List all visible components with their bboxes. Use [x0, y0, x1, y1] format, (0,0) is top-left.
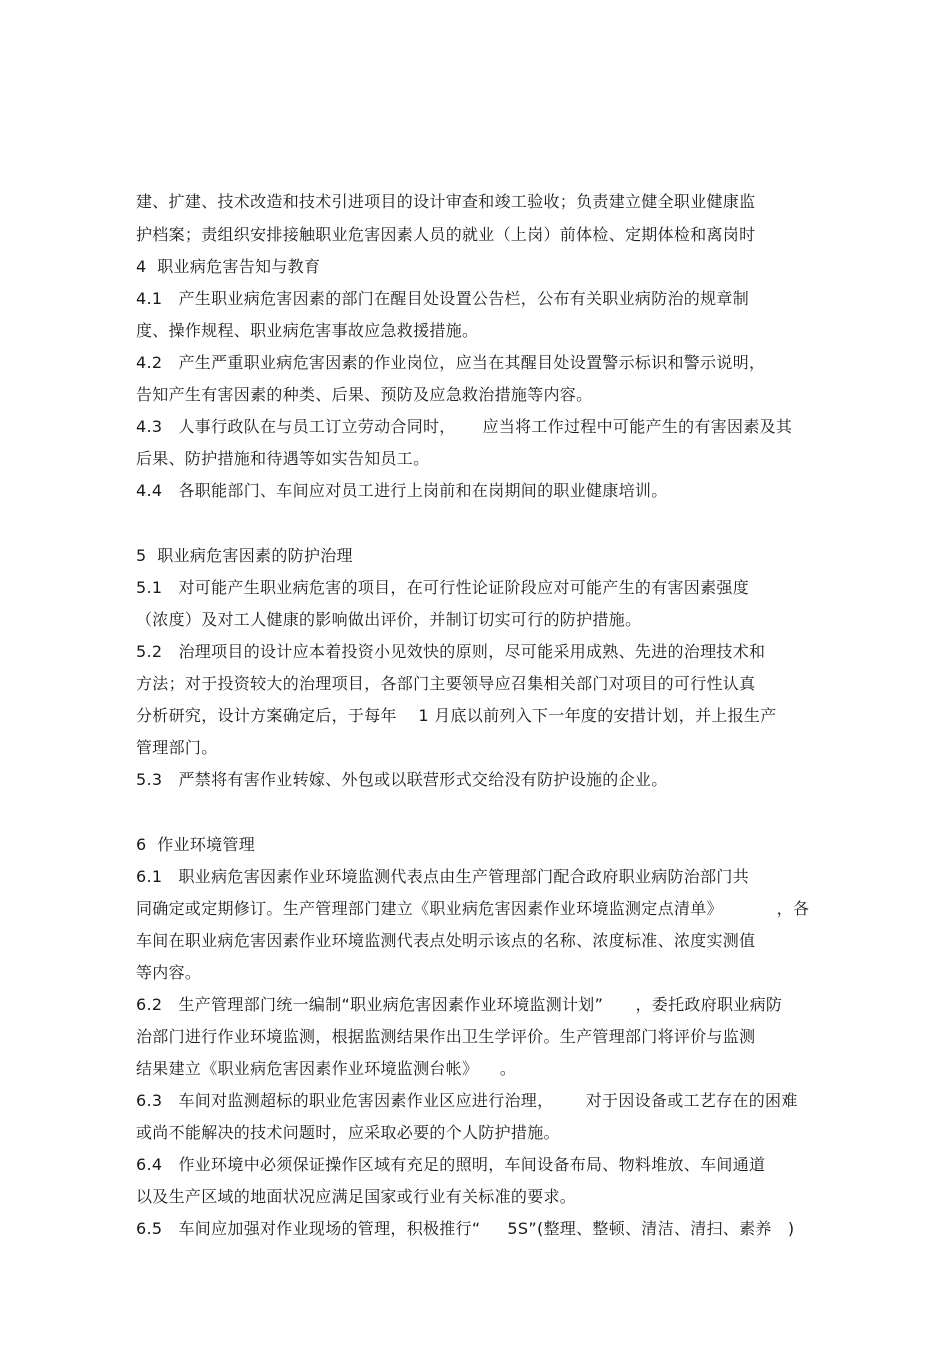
text-line: 方法；对于投资较大的治理项目，各部门主要领导应召集相关部门对项目的可行性认真: [136, 674, 756, 693]
text-line: 治部门进行作业环境监测，根据监测结果作出卫生学评价。生产管理部门将评价与监测: [136, 1027, 756, 1046]
text-line: 管理部门。: [136, 738, 218, 757]
text-line: 建、扩建、技术改造和技术引进项目的设计审查和竣工验收；负责建立健全职业健康监: [136, 192, 756, 211]
text-line: 后果、防护措施和待遇等如实告知员工。: [136, 449, 430, 468]
text-line: 度、操作规程、职业病危害事故应急救援措施。: [136, 321, 479, 340]
text-line: 车间在职业病危害因素作业环境监测代表点处明示该点的名称、浓度标准、浓度实测值: [136, 931, 756, 950]
text-line: 分析研究，设计方案确定后，于每年 1 月底以前列入下一年度的安措计划，并上报生产: [136, 706, 777, 725]
section-heading-5: 5 职业病危害因素的防护治理: [136, 546, 353, 565]
clause-4-2: 4.2 产生严重职业病危害因素的作业岗位，应当在其醒目处设置警示标识和警示说明，: [136, 353, 766, 372]
text-line: 护档案；责组织安排接触职业危害因素人员的就业（上岗）前体检、定期体检和离岗时: [136, 225, 756, 244]
clause-4-1: 4.1 产生职业病危害因素的部门在醒目处设置公告栏，公布有关职业病防治的规章制: [136, 289, 750, 308]
text-line: 以及生产区域的地面状况应满足国家或行业有关标准的要求。: [136, 1187, 577, 1206]
clause-6-1: 6.1 职业病危害因素作业环境监测代表点由生产管理部门配合政府职业病防治部门共: [136, 867, 750, 886]
text-line: 同确定或定期修订。生产管理部门建立《职业病危害因素作业环境监测定点清单》 ，各: [136, 899, 810, 918]
clause-6-3: 6.3 车间对监测超标的职业危害因素作业区应进行治理， 对于因设备或工艺存在的困难: [136, 1091, 798, 1110]
clause-6-5: 6.5 车间应加强对作业现场的管理，积极推行“ 5S”(整理、整顿、清洁、清扫、素养 ): [136, 1219, 795, 1238]
section-heading-6: 6 作业环境管理: [136, 835, 256, 854]
text-line: 结果建立《职业病危害因素作业环境监测台帐》 。: [136, 1059, 517, 1078]
clause-5-1: 5.1 对可能产生职业病危害的项目，在可行性论证阶段应对可能产生的有害因素强度: [136, 578, 750, 597]
clause-5-2: 5.2 治理项目的设计应本着投资小见效快的原则，尽可能采用成熟、先进的治理技术和: [136, 642, 766, 661]
clause-5-3: 5.3 严禁将有害作业转嫁、外包或以联营形式交给没有防护设施的企业。: [136, 770, 668, 789]
text-line: （浓度）及对工人健康的影响做出评价，并制订切实可行的防护措施。: [136, 610, 642, 629]
text-line: 等内容。: [136, 963, 202, 982]
section-heading-4: 4 职业病危害告知与教育: [136, 257, 321, 276]
clause-6-4: 6.4 作业环境中必须保证操作区域有充足的照明，车间设备布局、物料堆放、车间通道: [136, 1155, 766, 1174]
clause-4-3: 4.3 人事行政队在与员工订立劳动合同时， 应当将工作过程中可能产生的有害因素及其: [136, 417, 793, 436]
text-line: 或尚不能解决的技术问题时，应采取必要的个人防护措施。: [136, 1123, 560, 1142]
clause-4-4: 4.4 各职能部门、车间应对员工进行上岗前和在岗期间的职业健康培训。: [136, 481, 668, 500]
text-line: 告知产生有害因素的种类、后果、预防及应急救治措施等内容。: [136, 385, 593, 404]
clause-6-2: 6.2 生产管理部门统一编制“职业病危害因素作业环境监测计划” ，委托政府职业病防: [136, 995, 783, 1014]
